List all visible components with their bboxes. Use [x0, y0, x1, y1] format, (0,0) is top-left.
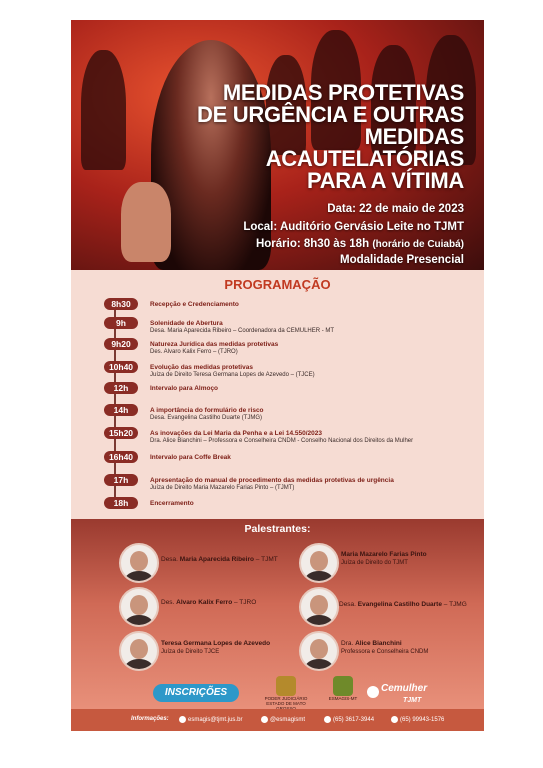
speaker-name-bold: Teresa Germana Lopes de Azevedo	[161, 640, 271, 647]
cemulher-logo	[381, 683, 427, 705]
speaker-avatar	[299, 631, 339, 671]
info-label: Informações:	[131, 716, 169, 722]
phone-icon	[324, 716, 331, 723]
instagram-text: @esmagismt	[270, 717, 306, 724]
speaker-avatar	[119, 587, 159, 627]
speaker-avatar	[119, 631, 159, 671]
time-pill: 12h	[104, 382, 138, 394]
hero-banner	[71, 20, 484, 270]
program-item-title: Encerramento	[150, 500, 194, 507]
speaker-name	[161, 599, 256, 606]
program-item-title: A importância do formulário de risco	[150, 407, 264, 414]
esmagis-logo	[323, 676, 363, 701]
background-silhouette	[81, 50, 126, 170]
signup-button[interactable]: INSCRIÇÕES	[153, 684, 239, 702]
speaker-name	[341, 551, 427, 558]
stop-hand	[121, 182, 171, 262]
speaker-name	[161, 640, 270, 647]
speaker-suffix: – TJMT	[253, 556, 278, 563]
time-pill: 17h	[104, 474, 138, 486]
time-pill: 8h30	[104, 298, 138, 310]
speaker-prefix: Des.	[161, 599, 177, 606]
time-pill: 18h	[104, 497, 138, 509]
speaker-avatar	[119, 543, 159, 583]
whatsapp-text: (65) 99943-1576	[400, 717, 445, 724]
time-pill: 9h	[104, 317, 138, 329]
program-item-title: Natureza Jurídica das medidas protetivas	[150, 341, 279, 348]
event-location: Local: Auditório Gervásio Leite no TJMT	[243, 221, 464, 233]
logo-sublabel: ESTADO DE MATO	[266, 701, 306, 706]
program-item-title: As inovações da Lei Maria da Penha e a Lei 14.550/2023	[150, 430, 322, 437]
poder-judiciario-logo	[261, 676, 311, 711]
program-item-title: Solenidade de Abertura	[150, 320, 223, 327]
time-pill: 10h40	[104, 361, 138, 373]
program-item-speaker: Dra. Alice Bianchini – Professora e Conselheira CNDM - Conselho Nacional dos Direitos da Mulher	[150, 438, 414, 444]
speaker-prefix: Desa.	[339, 601, 358, 608]
logo-label: ESMAGIS-MT	[328, 696, 358, 701]
event-hours	[256, 238, 464, 250]
whatsapp-contact[interactable]	[391, 716, 444, 723]
instagram-contact[interactable]	[261, 716, 305, 723]
speaker-name-bold: Alice Bianchini	[355, 640, 402, 647]
speaker-suffix: – TJRO	[232, 599, 257, 606]
coat-of-arms-icon	[276, 676, 296, 696]
program-item-speaker: Juíza de Direito Teresa Germana Lopes de Azevedo – (TJCE)	[150, 372, 315, 378]
speaker-name-bold: Maria Aparecida Ribeiro	[179, 556, 254, 563]
logo-label: PODER JUDICIÁRIO	[264, 696, 308, 701]
speaker-prefix: Dra.	[341, 640, 356, 647]
program-item-title: Intervalo para Coffe Break	[150, 454, 231, 461]
speaker-name	[341, 640, 402, 647]
event-modality: Modalidade Presencial	[340, 254, 464, 266]
speaker-role: Juíza de Direito do TJMT	[341, 560, 408, 566]
phone-contact[interactable]	[324, 716, 374, 723]
program-item-title: Intervalo para Almoço	[150, 385, 219, 392]
whatsapp-icon	[391, 716, 398, 723]
speaker-avatar	[299, 543, 339, 583]
email-contact[interactable]	[179, 716, 242, 723]
esmagis-emblem-icon	[333, 676, 353, 696]
speaker-name	[339, 601, 467, 608]
event-hours-note: (horário de Cuiabá)	[372, 239, 464, 250]
speaker-name-bold: Evangelina Castilho Duarte	[357, 601, 442, 608]
time-pill: 16h40	[104, 451, 138, 463]
event-title: MEDIDAS PROTETIVAS DE URGÊNCIA E OUTRAS MEDIDAS ACAUTELATÓRIAS PARA A VÍTIMA	[197, 80, 464, 193]
program-item-speaker: Desa. Maria Aparecida Ribeiro – Coordenadora da CEMULHER - MT	[150, 328, 335, 334]
speaker-role: Professora e Conselheira CNDM	[341, 649, 429, 655]
time-pill: 14h	[104, 404, 138, 416]
event-poster	[71, 20, 484, 731]
program-item-title: Apresentação do manual de procedimento das medidas protetivas de urgência	[150, 477, 394, 484]
program-item-title: Recepção e Credenciamento	[150, 301, 239, 308]
event-hours-text: Horário: 8h30 às 18h	[255, 238, 370, 250]
email-text: esmagis@tjmt.jus.br	[188, 717, 243, 724]
event-date: Data: 22 de maio de 2023	[327, 203, 464, 215]
speakers-title: Palestrantes:	[244, 523, 311, 535]
cemulher-sublabel: TJMT	[403, 697, 422, 704]
program-title: PROGRAMAÇÃO	[224, 277, 331, 292]
time-pill: 9h20	[104, 338, 138, 350]
speaker-role: Juíza de Direito TJCE	[161, 649, 220, 655]
program-item-speaker: Desa. Evangelina Castilho Duarte (TJMG)	[150, 415, 263, 421]
footer-bar	[71, 709, 484, 731]
speaker-suffix: – TJMG	[441, 601, 467, 608]
time-pill: 15h20	[104, 427, 138, 439]
speaker-name-bold: Alvaro Kalix Ferro	[176, 599, 233, 606]
speaker-prefix: Desa.	[161, 556, 180, 563]
email-icon	[179, 716, 186, 723]
program-item-speaker: Des. Alvaro Kalix Ferro – (TJRO)	[150, 349, 238, 355]
speaker-name-bold: Maria Mazarelo Farias Pinto	[341, 551, 427, 558]
program-item-speaker: Juíza de Direito Maria Mazarelo Farias Pinto – (TJMT)	[150, 485, 295, 491]
phone-text: (65) 3617-3944	[333, 717, 375, 724]
cemulher-icon	[367, 686, 379, 698]
instagram-icon	[261, 716, 268, 723]
program-item-title: Evolução das medidas protetivas	[150, 364, 253, 371]
speaker-name	[161, 556, 278, 563]
cemulher-label: Cemulher	[381, 683, 428, 694]
speaker-avatar	[299, 587, 339, 627]
